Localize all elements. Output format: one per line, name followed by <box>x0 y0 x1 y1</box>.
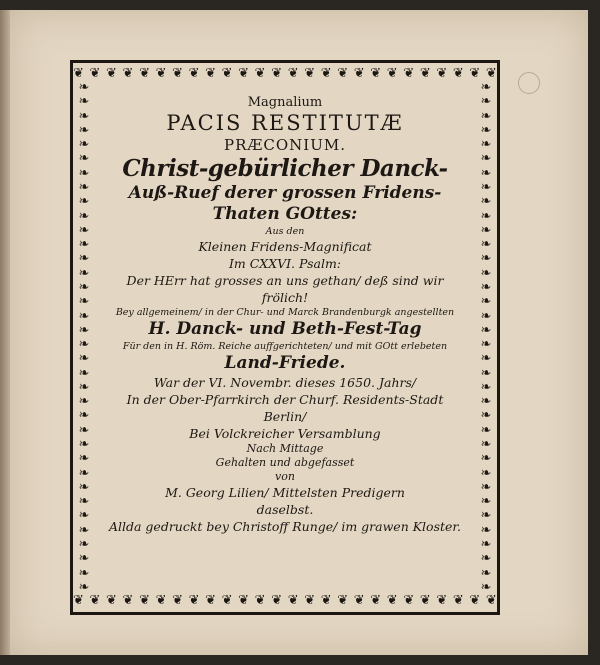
ornament-glyph: ❧ <box>480 81 492 95</box>
ornament-glyph: ❧ <box>78 337 90 353</box>
ornament-glyph: ❧ <box>78 494 90 510</box>
ornament-glyph: ❧ <box>480 194 492 210</box>
ornament-glyph: ❦ <box>155 67 167 81</box>
title-line-3: PRÆCONIUM. <box>224 136 346 154</box>
ornament-glyph: ❧ <box>78 365 90 381</box>
ornament-glyph: ❧ <box>480 408 492 424</box>
ornament-glyph: ❧ <box>78 265 90 281</box>
title-line-14: Für den in H. Röm. Reiche auffgerichteten/ und mit GOtt erlebeten <box>122 341 448 352</box>
ornament-glyph: ❧ <box>480 322 492 338</box>
title-line-19: Bei Volckreicher Versamblung <box>189 426 381 441</box>
ornament-glyph: ❧ <box>78 165 90 181</box>
ornament-glyph: ❧ <box>480 508 492 524</box>
ornament-glyph: ❦ <box>403 594 415 608</box>
ornament-glyph: ❦ <box>271 594 283 608</box>
ornament-glyph: ❦ <box>221 594 233 608</box>
ornament-glyph: ❦ <box>485 67 497 81</box>
ornament-glyph: ❧ <box>78 508 90 524</box>
ornament-glyph: ❦ <box>419 594 431 608</box>
ornament-glyph: ❦ <box>122 594 134 608</box>
ornament-glyph: ❦ <box>73 67 84 81</box>
ornament-glyph: ❧ <box>78 122 90 138</box>
title-line-9: Im CXXVI. Psalm: <box>228 256 342 271</box>
title-text <box>94 94 476 535</box>
ornament-glyph: ❦ <box>106 594 117 608</box>
ornament-glyph: ❦ <box>122 67 134 81</box>
ornament-glyph: ❧ <box>78 322 90 338</box>
title-line-18: Berlin/ <box>263 409 307 424</box>
ornament-glyph: ❧ <box>78 479 90 495</box>
ornament-glyph: ❧ <box>480 565 492 581</box>
ornament-glyph: ❧ <box>78 208 90 224</box>
ornament-glyph: ❧ <box>78 408 90 424</box>
ornament-glyph: ❧ <box>480 294 492 310</box>
ornament-glyph: ❦ <box>419 67 431 81</box>
ornament-glyph: ❧ <box>78 537 90 552</box>
ornament-glyph: ❦ <box>452 67 464 81</box>
ornament-glyph: ❧ <box>480 165 492 181</box>
ornament-glyph: ❧ <box>78 94 90 110</box>
ornament-glyph: ❧ <box>480 522 492 538</box>
ornament-glyph: ❧ <box>480 337 492 353</box>
ornament-glyph: ❦ <box>337 594 349 608</box>
ornament-glyph: ❧ <box>480 579 492 594</box>
ornament-glyph: ❧ <box>480 251 492 267</box>
library-stamp <box>518 72 540 94</box>
ornament-glyph: ❧ <box>480 122 492 138</box>
ornament-glyph: ❧ <box>480 479 492 495</box>
ornament-glyph: ❦ <box>370 594 382 608</box>
ornament-glyph: ❧ <box>78 81 90 95</box>
ornament-glyph: ❧ <box>480 537 492 552</box>
ornament-glyph: ❦ <box>89 594 101 608</box>
ornament-glyph: ❦ <box>485 594 497 608</box>
ornament-glyph: ❦ <box>172 67 183 81</box>
ornament-glyph: ❦ <box>287 67 299 81</box>
ornament-glyph: ❧ <box>78 279 90 295</box>
ornament-glyph: ❧ <box>78 379 90 395</box>
ornament-glyph: ❧ <box>480 379 492 395</box>
ornament-glyph: ❦ <box>370 67 382 81</box>
ornament-glyph: ❧ <box>78 222 90 238</box>
ornament-right <box>479 81 493 594</box>
ornament-glyph: ❧ <box>78 394 90 410</box>
ornament-glyph: ❦ <box>337 67 349 81</box>
ornament-glyph: ❧ <box>78 451 90 467</box>
title-line-1: Magnalium <box>247 95 323 110</box>
ornament-glyph: ❦ <box>238 594 250 608</box>
title-line-23: M. Georg Lilien/ Mittelsten Predigern <box>165 485 405 500</box>
title-line-8: Kleinen Fridens-Magnificat <box>198 239 372 254</box>
ornament-glyph: ❧ <box>78 251 90 267</box>
ornament-glyph: ❦ <box>205 67 217 81</box>
title-line-10: Der HErr hat grosses an uns gethan/ deß sind wir <box>126 273 444 288</box>
ornament-glyph: ❦ <box>139 594 150 608</box>
ornament-glyph: ❦ <box>73 594 84 608</box>
ornament-glyph: ❦ <box>386 594 398 608</box>
ornament-glyph: ❦ <box>386 67 398 81</box>
ornament-bottom <box>73 594 497 608</box>
ornament-glyph: ❧ <box>480 208 492 224</box>
ornament-glyph: ❦ <box>155 594 167 608</box>
title-line-17: In der Ober-Pfarrkirch der Churf. Residents-Stadt <box>126 392 444 407</box>
ornament-glyph: ❧ <box>480 151 492 167</box>
ornament-glyph: ❧ <box>480 108 492 124</box>
title-line-24: daselbst. <box>256 502 314 517</box>
title-line-20: Nach Mittage <box>246 442 324 455</box>
ornament-glyph: ❧ <box>78 422 90 438</box>
ornament-glyph: ❦ <box>353 67 365 81</box>
ornament-glyph: ❧ <box>480 394 492 410</box>
ornament-glyph: ❦ <box>106 67 117 81</box>
ornament-glyph: ❧ <box>78 308 90 324</box>
ornament-glyph: ❧ <box>480 365 492 381</box>
ornament-glyph: ❧ <box>480 137 492 153</box>
ornament-glyph: ❧ <box>78 108 90 124</box>
ornament-glyph: ❦ <box>436 67 448 81</box>
ornament-glyph: ❧ <box>480 351 492 367</box>
ornament-glyph: ❦ <box>320 67 332 81</box>
ornament-glyph: ❧ <box>480 94 492 110</box>
ornament-glyph: ❦ <box>139 67 150 81</box>
ornament-glyph: ❧ <box>480 265 492 281</box>
ornament-glyph: ❧ <box>78 437 90 453</box>
ornament-glyph: ❦ <box>188 594 200 608</box>
ornament-glyph: ❦ <box>188 67 200 81</box>
ornament-glyph: ❧ <box>78 194 90 210</box>
ornament-glyph: ❦ <box>469 67 481 81</box>
ornament-glyph: ❧ <box>78 551 90 567</box>
title-line-6: Thaten GOttes: <box>212 204 358 224</box>
ornament-glyph: ❦ <box>205 594 217 608</box>
ornament-top <box>73 67 497 81</box>
title-line-22: von <box>275 470 295 483</box>
ornament-glyph: ❧ <box>480 437 492 453</box>
ornament-glyph: ❧ <box>78 465 90 481</box>
ornament-glyph: ❧ <box>480 551 492 567</box>
ornament-glyph: ❧ <box>78 565 90 581</box>
ornament-glyph: ❦ <box>320 594 332 608</box>
title-line-2: PACIS RESTITUTÆ <box>166 111 404 135</box>
ornament-glyph: ❦ <box>254 594 266 608</box>
title-line-7: Aus den <box>265 226 305 237</box>
ornament-glyph: ❧ <box>480 422 492 438</box>
ornament-glyph: ❦ <box>353 594 365 608</box>
title-line-21: Gehalten und abgefasset <box>215 456 355 469</box>
ornament-glyph: ❧ <box>78 137 90 153</box>
ornament-glyph: ❧ <box>480 279 492 295</box>
ornament-glyph: ❧ <box>78 294 90 310</box>
title-line-15: Land-Friede. <box>224 353 346 373</box>
title-line-13: H. Danck- und Beth-Fest-Tag <box>148 319 422 339</box>
ornament-glyph: ❧ <box>78 579 90 594</box>
ornament-glyph: ❧ <box>78 151 90 167</box>
title-line-5: Auß-Ruef derer grossen Fridens- <box>128 183 442 203</box>
ornament-glyph: ❦ <box>287 594 299 608</box>
ornament-glyph: ❦ <box>436 594 448 608</box>
ornament-glyph: ❦ <box>254 67 266 81</box>
ornament-glyph: ❧ <box>480 494 492 510</box>
ornament-glyph: ❧ <box>78 179 90 195</box>
ornament-glyph: ❧ <box>480 237 492 253</box>
ornament-glyph: ❦ <box>89 67 101 81</box>
title-line-16: War der VI. Novembr. dieses 1650. Jahrs/ <box>153 375 417 390</box>
title-line-4: Christ-gebürlicher Danck- <box>122 155 448 182</box>
ornament-glyph: ❦ <box>172 594 183 608</box>
ornament-glyph: ❦ <box>271 67 283 81</box>
ornament-glyph: ❦ <box>304 594 316 608</box>
ornament-glyph: ❦ <box>238 67 250 81</box>
ornament-glyph: ❧ <box>78 237 90 253</box>
ornament-left <box>77 81 91 594</box>
ornament-glyph: ❦ <box>221 67 233 81</box>
ornament-glyph: ❦ <box>403 67 415 81</box>
ornament-glyph: ❦ <box>304 67 316 81</box>
ornament-glyph: ❦ <box>469 594 481 608</box>
title-page <box>10 10 588 655</box>
title-line-11: frölich! <box>261 290 309 305</box>
ornament-glyph: ❧ <box>480 451 492 467</box>
ornament-glyph: ❧ <box>480 179 492 195</box>
ornament-glyph: ❧ <box>78 522 90 538</box>
ornament-glyph: ❧ <box>480 465 492 481</box>
ornament-glyph: ❧ <box>78 351 90 367</box>
ornament-glyph: ❧ <box>480 308 492 324</box>
title-line-12: Bey allgemeinem/ in der Chur- und Marck Brandenburgk angestellten <box>115 307 455 318</box>
ornament-glyph: ❧ <box>480 222 492 238</box>
ornament-glyph: ❦ <box>452 594 464 608</box>
imprint: Allda gedruckt bey Christoff Runge/ im grawen Kloster. <box>108 519 461 534</box>
